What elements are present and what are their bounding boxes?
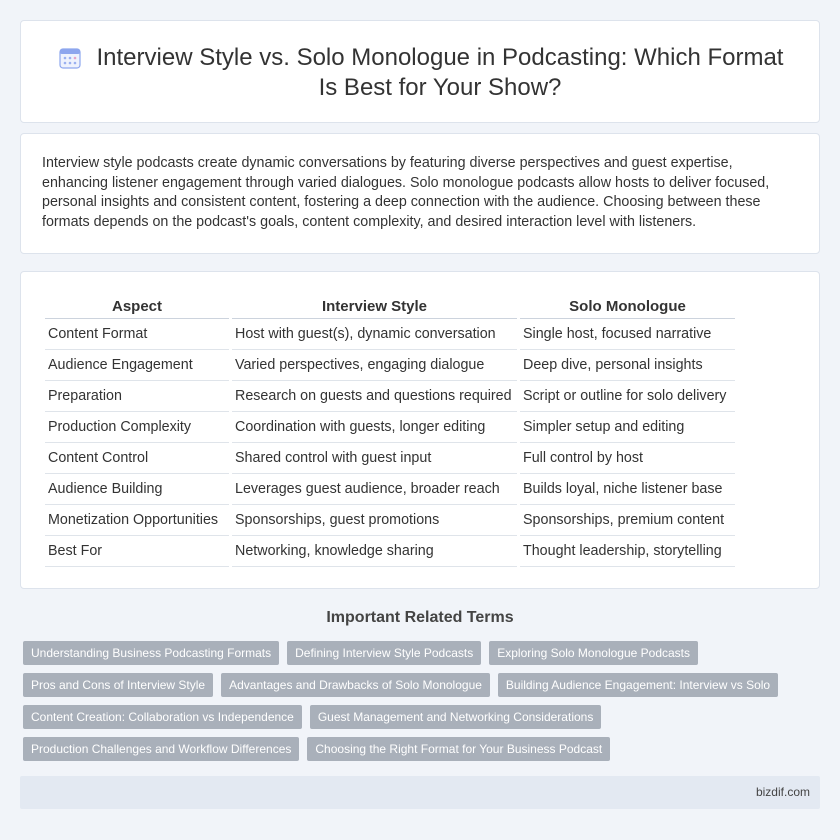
table-cell: Research on guests and questions required: [232, 381, 517, 412]
table-cell: Content Control: [45, 443, 229, 474]
table-cell: Coordination with guests, longer editing: [232, 412, 517, 443]
table-cell: Full control by host: [520, 443, 735, 474]
table-cell: Thought leadership, storytelling: [520, 536, 735, 567]
table-cell: Monetization Opportunities: [45, 505, 229, 536]
column-header-solo-monologue: Solo Monologue: [520, 295, 735, 319]
table-cell: Sponsorships, premium content: [520, 505, 735, 536]
related-term-tag[interactable]: Defining Interview Style Podcasts: [287, 641, 481, 665]
table-cell: Single host, focused narrative: [520, 319, 735, 350]
table-cell: Content Format: [45, 319, 229, 350]
table-row: [45, 350, 735, 381]
table-row: [45, 319, 735, 350]
table-cell: Audience Building: [45, 474, 229, 505]
related-term-tag[interactable]: Production Challenges and Workflow Differences: [23, 737, 299, 761]
table-row: [45, 474, 735, 505]
comparison-table: [42, 295, 738, 567]
table-cell: Varied perspectives, engaging dialogue: [232, 350, 517, 381]
intro-paragraph: Interview style podcasts create dynamic conversations by featuring diverse perspectives and guest expertise, enhancing listener engagement through varied dialogues. Solo monologue podcasts allow hosts to deliver focused, personal insights and consistent content, fostering a deep connection with the audience. Choosing between these formats depends on the podcast's goals, content complexity, and desired interaction level with listeners.: [42, 155, 770, 230]
table-cell: Simpler setup and editing: [520, 412, 735, 443]
related-term-tag[interactable]: Understanding Business Podcasting Formats: [23, 641, 279, 665]
table-cell: Networking, knowledge sharing: [232, 536, 517, 567]
table-cell: Sponsorships, guest promotions: [232, 505, 517, 536]
comparison-card: [20, 271, 820, 589]
related-term-tag[interactable]: Guest Management and Networking Considerations: [310, 705, 601, 729]
table-cell: Best For: [45, 536, 229, 567]
intro-card: [20, 133, 820, 254]
table-row: [45, 412, 735, 443]
column-header-aspect: Aspect: [45, 295, 229, 319]
related-terms-list: [23, 641, 803, 761]
table-cell: Leverages guest audience, broader reach: [232, 474, 517, 505]
table-cell: Deep dive, personal insights: [520, 350, 735, 381]
related-term-tag[interactable]: Content Creation: Collaboration vs Independence: [23, 705, 302, 729]
table-row: [45, 536, 735, 567]
related-term-tag[interactable]: Advantages and Drawbacks of Solo Monologue: [221, 673, 490, 697]
table-cell: Preparation: [45, 381, 229, 412]
table-cell: Script or outline for solo delivery: [520, 381, 735, 412]
related-term-tag[interactable]: Building Audience Engagement: Interview vs Solo: [498, 673, 778, 697]
table-cell: Audience Engagement: [45, 350, 229, 381]
table-cell: Production Complexity: [45, 412, 229, 443]
table-row: [45, 381, 735, 412]
footer-bar: [20, 776, 820, 809]
footer-site-link[interactable]: bizdif.com: [755, 785, 810, 799]
page-title: Interview Style vs. Solo Monologue in Podcasting: Which Format Is Best for Your Show?: [96, 44, 784, 101]
related-term-tag[interactable]: Exploring Solo Monologue Podcasts: [489, 641, 698, 665]
title-card: [20, 20, 820, 123]
table-header-row: [45, 295, 735, 319]
related-term-tag[interactable]: Pros and Cons of Interview Style: [23, 673, 213, 697]
table-row: [45, 505, 735, 536]
related-term-tag[interactable]: Choosing the Right Format for Your Business Podcast: [307, 737, 610, 761]
table-cell: Builds loyal, niche listener base: [520, 474, 735, 505]
table-cell: Host with guest(s), dynamic conversation: [232, 319, 517, 350]
column-header-interview-style: Interview Style: [232, 295, 517, 319]
related-terms-heading: Important Related Terms: [326, 609, 514, 626]
table-row: [45, 443, 735, 474]
table-cell: Shared control with guest input: [232, 443, 517, 474]
